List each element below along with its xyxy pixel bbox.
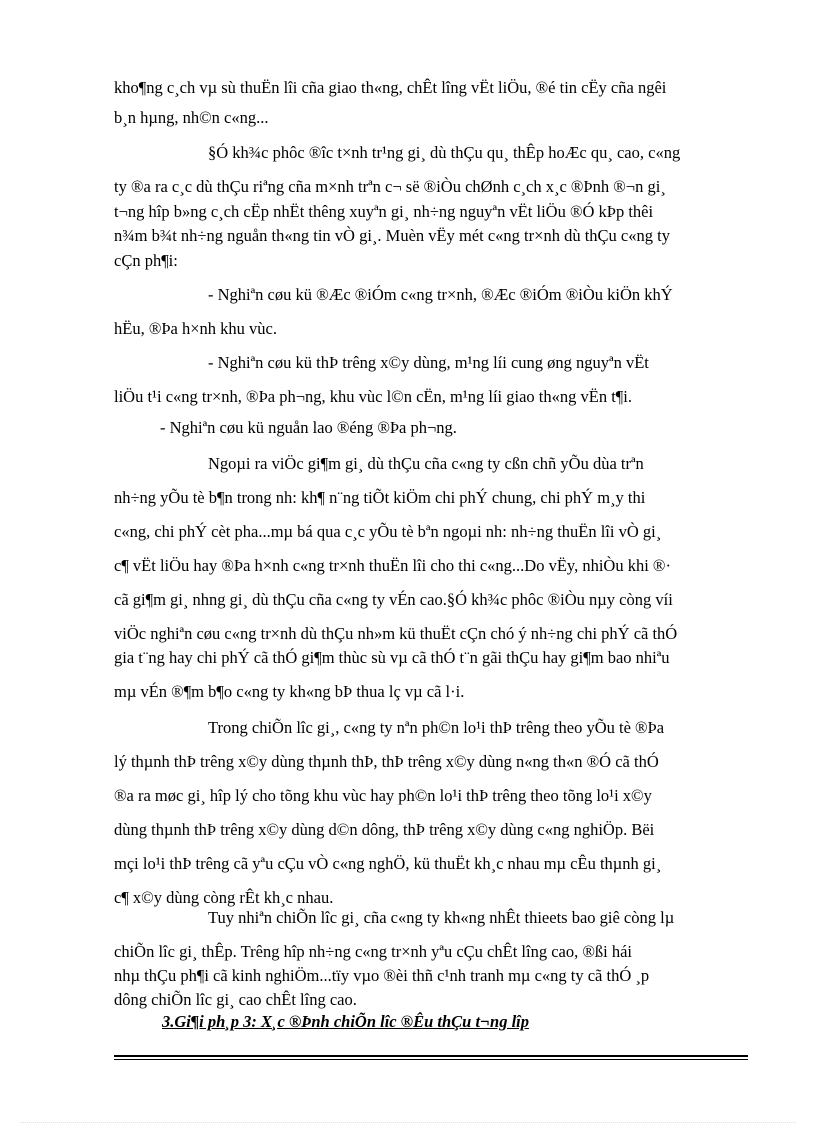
text-line: mµ vÉn ®¶m b¶o c«ng ty kh«ng bÞ thua lç vµ cã l·i.: [114, 682, 465, 701]
text-line: lý thµnh thÞ trêng x©y dùng thµnh thÞ, thÞ trêng x©y dùng n«ng th«n ®Ó cã thÓ: [114, 752, 659, 771]
text-line: hËu, ®Þa h×nh khu vùc.: [114, 319, 277, 338]
text-line: ®a ra møc gi¸ hîp lý cho tõng khu vùc hay ph©n lo¹i thÞ trêng theo tõng lo¹i x©y: [114, 786, 652, 805]
text-line: c«ng, chi phÝ cèt pha...mµ bá qua c¸c yÕu tè bªn ngoµi nh: nh÷ng thuËn lîi vÒ gi¸: [114, 522, 662, 541]
text-line: dông chiÕn lîc gi¸ cao chÊt lîng cao.: [114, 990, 357, 1009]
text-line: - Nghiªn cøu kü ®Æc ®iÓm c«ng tr×nh, ®Æc ®iÓm ®iÒu kiÖn khÝ: [208, 285, 673, 304]
text-line: ty ®a ra c¸c dù thÇu riªng cña m×nh trªn c¬ së ®iÒu chØnh c¸ch x¸c ®Þnh ®¬n gi¸: [114, 177, 666, 196]
text-line: dùng thµnh thÞ trêng x©y dùng d©n dông, thÞ trêng x©y dùng c«ng nghiÖp. Bëi: [114, 820, 655, 839]
text-line: nh÷ng yÕu tè b¶n trong nh: kh¶ n¨ng tiÕt kiÖm chi phÝ chung, chi phÝ m¸y thi: [114, 488, 646, 507]
text-line: b¸n hµng, nh©n c«ng...: [114, 108, 269, 127]
text-line: c¶ x©y dùng còng rÊt kh¸c nhau.: [114, 888, 334, 907]
text-line: c¶ vËt liÖu hay ®Þa h×nh c«ng tr×nh thuËn lîi cho thi c«ng...Do vËy, nhiÒu khi ®·: [114, 556, 671, 575]
text-line: kho¶ng c¸ch vµ sù thuËn lîi cña giao th«ng, chÊt lîng vËt liÖu, ®é tin cËy cña ngêi: [114, 78, 667, 97]
text-line: - Nghiªn cøu kü thÞ trêng x©y dùng, m¹ng líi cung øng nguyªn vËt: [208, 353, 649, 372]
text-line: t¬ng hîp b»ng c¸ch cËp nhËt thêng xuyªn gi¸ nh÷ng nguyªn vËt liÖu ®Ó kÞp thêi: [114, 202, 654, 221]
text-line: Ngoµi ra viÖc gi¶m gi¸ dù thÇu cña c«ng ty cßn chñ yÕu dùa trªn: [208, 454, 644, 473]
text-line: Tuy nhiªn chiÕn lîc gi¸ cña c«ng ty kh«ng nhÊt thieets bao giê còng lµ: [208, 908, 675, 927]
footer-rule: [114, 1055, 748, 1057]
text-line: chiÕn lîc gi¸ thÊp. Trêng hîp nh÷ng c«ng tr×nh yªu cÇu chÊt lîng cao, ®ßi hái: [114, 942, 633, 961]
text-line: n¾m b¾t nh÷ng nguån th«ng tin vÒ gi¸. Muèn vËy mét c«ng tr×nh dù thÇu c«ng ty: [114, 226, 670, 245]
text-line: cÇn ph¶i:: [114, 251, 178, 270]
text-line: viÖc nghiªn cøu c«ng tr×nh dù thÇu nh»m kü thuËt cÇn chó ý nh÷ng chi phÝ cã thÓ: [114, 624, 678, 643]
section-heading: 3.Gi¶i ph¸p 3: X¸c ®Þnh chiÕn lîc ®Êu thÇu t¬ng lîp: [162, 1012, 530, 1031]
text-line: mçi lo¹i thÞ trêng cã yªu cÇu vÒ c«ng nghÖ, kü thuËt kh¸c nhau mµ cÊu thµnh gi¸: [114, 854, 662, 873]
text-line: Trong chiÕn lîc gi¸, c«ng ty nªn ph©n lo¹i thÞ trêng theo yÕu tè ®Þa: [208, 718, 665, 737]
text-line: cã gi¶m gi¸ nhng gi¸ dù thÇu cña c«ng ty vÉn cao.§Ó kh¾c phôc ®iÒu nµy còng víi: [114, 590, 673, 609]
text-line: nhµ thÇu ph¶i cã kinh nghiÖm...tïy vµo ®èi thñ c¹nh tranh mµ c«ng ty cã thÓ ¸p: [114, 966, 650, 985]
text-line: liÖu t¹i c«ng tr×nh, ®Þa ph¬ng, khu vùc l©n cËn, m¹ng líi giao th«ng vËn t¶i.: [114, 387, 632, 406]
text-line: - Nghiªn cøu kü nguån lao ®éng ®Þa ph¬ng.: [160, 418, 457, 437]
text-line: gia t¨ng hay chi phÝ cã thÓ gi¶m thùc sù vµ cã thÓ t¨n gãi thÇu hay gi¶m bao nhiªu: [114, 648, 670, 667]
footer-rule-thin: [114, 1059, 748, 1060]
text-line: §Ó kh¾c phôc ®îc t×nh tr¹ng gi¸ dù thÇu qu¸ thÊp hoÆc qu¸ cao, c«ng: [208, 143, 681, 162]
